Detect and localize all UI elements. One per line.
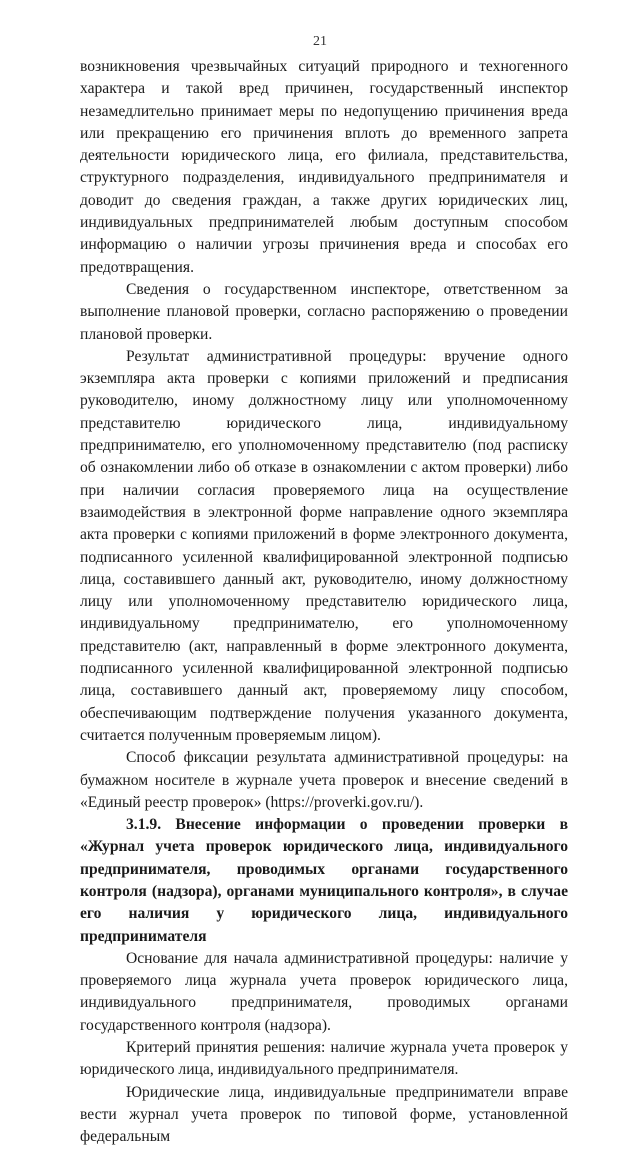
paragraph-procedure-result: Результат административной процедуры: вручение одного экземпляра акта проверки с копиями приложений и предписания руководителю, иному должностному лицу или уполномоченному представителю юридического лица, индивидуальному предпринимателю, его уполномоченному представителю (под расписку об ознакомлении либо об отказе в ознакомлении с актом проверки) либо при наличии согласия проверяемого лица на осуществление взаимодействия в электронной форме направление одного экземпляра акта проверки с копиями приложений в форме электронного документа, подписанного усиленной квалифицированной электронной подписью лица, составившего данный акт, руководителю, иному должностному лицу или уполномоченному представителю юридического лица, индивидуальному предпринимателю, его уполномоченному представителю (акт, направленный в форме электронного документа, подписанного усиленной квалифицированной электронной подписью лица, составившего данный акт, проверяемому лицу способом, обеспечивающим подтверждение получения указанного документа, считается полученным проверяемым лицом). bbox=[80, 347, 568, 744]
paragraph-inspector-info: Сведения о государственном инспекторе, ответственном за выполнение плановой проверки, согласно распоряжению о проведении плановой проверки. bbox=[80, 280, 568, 343]
paragraph-journal-right: Юридические лица, индивидуальные предприниматели вправе вести журнал учета проверок по типовой форме, установленной федеральным bbox=[80, 1083, 568, 1146]
paragraph-fixation-method: Способ фиксации результата административной процедуры: на бумажном носителе в журнале учета проверок и внесение сведений в «Единый реестр проверок» (https://proverki.gov.ru/). bbox=[80, 749, 568, 811]
paragraph-procedure-basis: Основание для начала административной процедуры: наличие у проверяемого лица журнала учета проверок юридического лица, индивидуального предпринимателя, проводимых органами государственного контроля (надзора). bbox=[80, 949, 568, 1034]
page-number: 21 bbox=[313, 34, 327, 49]
paragraph-decision-criterion: Критерий принятия решения: наличие журнала учета проверок у юридического лица, индивидуального предпринимателя. bbox=[80, 1039, 568, 1079]
section-heading-3-1-9: 3.1.9. Внесение информации о проведении проверки в «Журнал учета проверок юридического лица, индивидуального предпринимателя, проводимых органами государственного контроля (надзора), органами муниципального контроля», в случае его наличия у юридического лица, индивидуального предпринимателя bbox=[80, 816, 568, 945]
paragraph-hazard-continuation: возникновения чрезвычайных ситуаций природного и техногенного характера и такой вред причинен, государственный инспектор незамедлительно принимает меры по недопущению причинения вреда или прекращению его причинения вплоть до временного запрета деятельности юридического лица, его филиала, представительства, структурного подразделения, индивидуального предпринимателя и доводит до сведения граждан, а также других юридических лиц, индивидуальных предпринимателей любым доступным способом информацию о наличии угрозы причинения вреда и способах его предотвращения. bbox=[80, 58, 568, 276]
document-body bbox=[80, 56, 568, 1149]
